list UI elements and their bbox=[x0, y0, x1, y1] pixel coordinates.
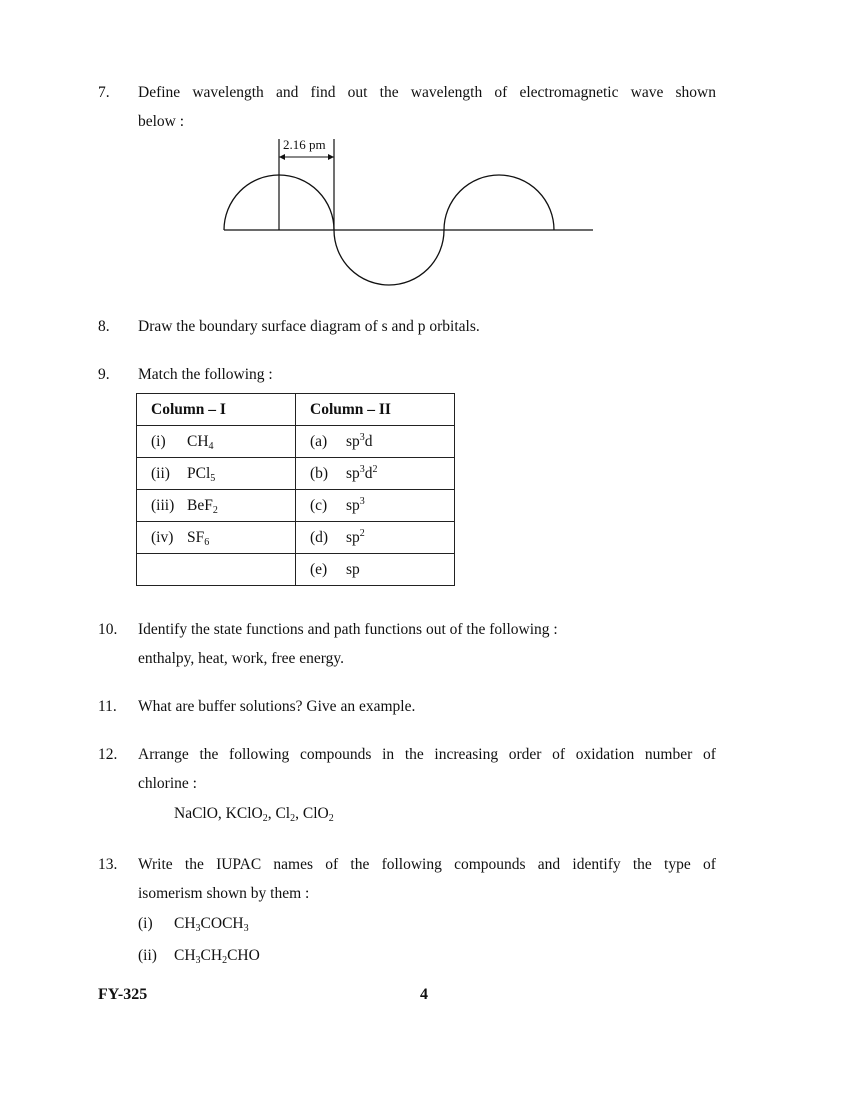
measure-arrow-left-head bbox=[279, 154, 285, 160]
hybridization-superscript: 3 bbox=[359, 431, 365, 443]
item-label: (iv) bbox=[151, 528, 174, 546]
q13-word: Write bbox=[138, 856, 173, 873]
q12-compounds bbox=[174, 805, 334, 823]
compound-subscript: 5 bbox=[210, 472, 216, 484]
compound-subscript: 4 bbox=[208, 440, 214, 452]
hybridization: sp bbox=[346, 432, 360, 450]
q11-text: What are buffer solutions? Give an example. bbox=[138, 698, 416, 715]
option-label: (c) bbox=[310, 496, 328, 514]
q13-word: names bbox=[273, 856, 314, 873]
column-1-cell bbox=[137, 458, 296, 490]
option-label: (a) bbox=[310, 432, 328, 450]
match-row bbox=[137, 458, 455, 490]
hybridization-tail: d bbox=[364, 432, 373, 450]
compound: ClO bbox=[302, 805, 329, 822]
q7-word: wavelength bbox=[192, 84, 264, 101]
wave-diagram bbox=[0, 0, 850, 300]
item-label: (ii) bbox=[151, 464, 170, 482]
separator: , bbox=[267, 805, 276, 822]
q13-word: following bbox=[381, 856, 442, 873]
match-row bbox=[137, 522, 455, 554]
q12-word: compounds bbox=[299, 746, 372, 763]
q7-word: find bbox=[310, 84, 336, 101]
hybridization-superscript: 2 bbox=[359, 527, 365, 539]
match-row bbox=[137, 426, 455, 458]
column-2-cell bbox=[296, 554, 455, 586]
item-label: (i) bbox=[151, 432, 166, 450]
q9-number: 9. bbox=[98, 366, 110, 383]
compound: BeF bbox=[187, 496, 213, 514]
q13-item-formula bbox=[174, 915, 249, 933]
q9-text: Match the following : bbox=[138, 366, 273, 383]
q12-word: number bbox=[644, 746, 693, 763]
q13-word: and bbox=[537, 856, 561, 873]
hybridization: sp bbox=[346, 560, 360, 578]
q12-number: 12. bbox=[98, 746, 118, 763]
q12-word: the bbox=[199, 746, 219, 763]
q7-number: 7. bbox=[98, 84, 110, 101]
match-header-row bbox=[137, 394, 455, 426]
q10-number: 10. bbox=[98, 621, 118, 638]
formula-part: CH bbox=[174, 915, 196, 932]
q13-number: 13. bbox=[98, 856, 118, 873]
q13-word: compounds bbox=[454, 856, 526, 873]
column-1-cell bbox=[137, 490, 296, 522]
q7-word: wave bbox=[630, 84, 664, 101]
compound-subscript: 2 bbox=[212, 504, 218, 516]
column-1-cell bbox=[137, 522, 296, 554]
column-2-cell bbox=[296, 426, 455, 458]
column-1-cell bbox=[137, 426, 296, 458]
q13-line2: isomerism shown by them : bbox=[138, 885, 310, 902]
separator: , bbox=[217, 805, 226, 822]
q12-word: following bbox=[229, 746, 290, 763]
formula-subscript: 3 bbox=[195, 923, 201, 934]
hybridization: sp bbox=[346, 464, 360, 482]
column-2-cell bbox=[296, 522, 455, 554]
q12-word: in bbox=[382, 746, 395, 763]
formula-subscript: 2 bbox=[222, 955, 228, 966]
q12-word: of bbox=[702, 746, 716, 763]
q12-line2: chlorine : bbox=[138, 775, 197, 792]
q13-item-label: (ii) bbox=[138, 947, 157, 964]
q7-word: shown bbox=[675, 84, 716, 101]
compound: PCl bbox=[187, 464, 211, 482]
q12-word: order bbox=[508, 746, 542, 763]
compound: NaClO bbox=[174, 805, 218, 822]
q13-line1 bbox=[138, 856, 716, 874]
column-2-cell bbox=[296, 490, 455, 522]
compound: KClO bbox=[225, 805, 263, 822]
formula-subscript: 3 bbox=[195, 955, 201, 966]
hybridization-superscript-2: 2 bbox=[372, 463, 378, 475]
page-number: 4 bbox=[420, 986, 428, 1003]
formula-part: CHO bbox=[227, 947, 260, 964]
q12-word: oxidation bbox=[575, 746, 635, 763]
hybridization: sp bbox=[346, 496, 360, 514]
q13-item-label: (i) bbox=[138, 915, 153, 932]
q13-word: IUPAC bbox=[216, 856, 262, 873]
formula-part: CH bbox=[200, 947, 223, 964]
q13-word: type bbox=[664, 856, 691, 873]
q13-word: of bbox=[325, 856, 339, 873]
match-row bbox=[137, 490, 455, 522]
column-1-cell bbox=[137, 554, 296, 586]
hybridization-superscript: 3 bbox=[359, 463, 365, 475]
q13-word: the bbox=[632, 856, 652, 873]
match-table bbox=[136, 393, 455, 586]
hybridization-tail: d bbox=[364, 464, 373, 482]
compound: CH bbox=[187, 432, 209, 450]
column-2-header: Column – II bbox=[296, 394, 455, 426]
option-label: (d) bbox=[310, 528, 329, 546]
measure-label: 2.16 pm bbox=[283, 137, 326, 152]
q7-word: Define bbox=[138, 84, 181, 101]
q10-line1: Identify the state functions and path functions out of the following : bbox=[138, 621, 558, 638]
hybridization-superscript: 3 bbox=[359, 495, 365, 507]
q12-line1 bbox=[138, 746, 716, 764]
q13-word: of bbox=[702, 856, 716, 873]
q12-word: increasing bbox=[434, 746, 499, 763]
compound: Cl bbox=[275, 805, 291, 822]
compound-subscript: 2 bbox=[328, 813, 334, 824]
q7-line2: below : bbox=[138, 113, 185, 130]
formula-subscript: 3 bbox=[243, 923, 249, 934]
footer-code: FY-325 bbox=[98, 986, 148, 1003]
q7-word: wavelength bbox=[410, 84, 483, 101]
measure-arrow-right-head bbox=[328, 154, 334, 160]
option-label: (b) bbox=[310, 464, 329, 482]
q13-word: the bbox=[184, 856, 204, 873]
q12-word: Arrange bbox=[138, 746, 189, 763]
column-2-cell bbox=[296, 458, 455, 490]
q7-word: and bbox=[275, 84, 299, 101]
q13-word: identify bbox=[572, 856, 621, 873]
item-label: (iii) bbox=[151, 496, 175, 514]
compound-subscript: 2 bbox=[290, 813, 296, 824]
q12-word: the bbox=[404, 746, 424, 763]
q7-word: the bbox=[379, 84, 399, 101]
q13-item-formula bbox=[174, 947, 260, 965]
formula-part: COCH bbox=[200, 915, 244, 932]
compound-subscript: 2 bbox=[262, 813, 268, 824]
hybridization: sp bbox=[346, 528, 360, 546]
q13-word: the bbox=[350, 856, 370, 873]
q7-word: out bbox=[347, 84, 368, 101]
separator: , bbox=[295, 805, 303, 822]
q8-number: 8. bbox=[98, 318, 110, 335]
q12-word: of bbox=[552, 746, 566, 763]
compound: SF bbox=[187, 528, 205, 546]
match-row bbox=[137, 554, 455, 586]
q10-line2: enthalpy, heat, work, free energy. bbox=[138, 650, 345, 667]
compound-subscript: 6 bbox=[204, 536, 210, 548]
q11-number: 11. bbox=[98, 698, 117, 715]
column-1-header: Column – I bbox=[137, 394, 296, 426]
q8-text: Draw the boundary surface diagram of s and p orbitals. bbox=[138, 318, 480, 335]
formula-part: CH bbox=[174, 947, 196, 964]
q7-word: of bbox=[494, 84, 508, 101]
option-label: (e) bbox=[310, 560, 328, 578]
q7-word: electromagnetic bbox=[519, 84, 619, 101]
